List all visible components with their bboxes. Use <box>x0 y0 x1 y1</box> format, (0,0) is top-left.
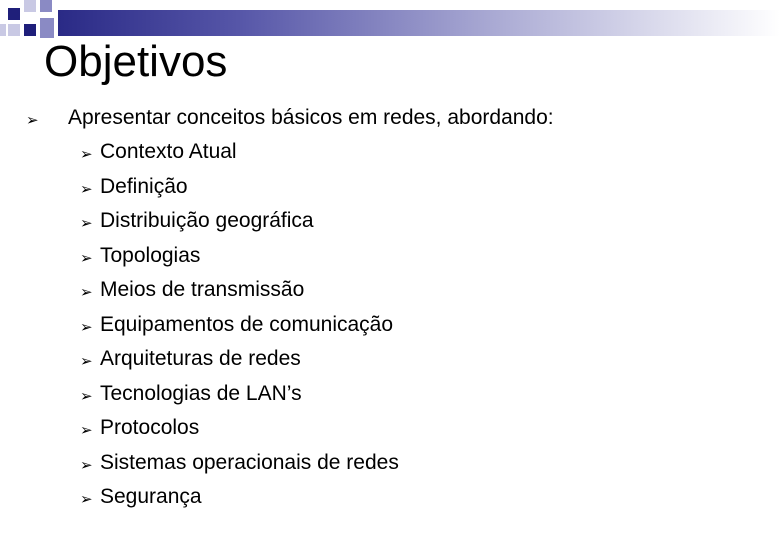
sub-bullet-text: Sistemas operacionais de redes <box>100 450 399 474</box>
decor-square-dark <box>24 24 36 36</box>
sub-bullet-text: Topologias <box>100 243 201 267</box>
arrowhead-bullet-icon: ➢ <box>80 146 93 163</box>
sub-bullet-text: Definição <box>100 174 188 198</box>
decor-square-light <box>0 24 6 36</box>
arrowhead-bullet-icon: ➢ <box>80 456 93 474</box>
sub-bullet-text: Contexto Atual <box>100 140 237 163</box>
sub-bullet-text: Tecnologias de LAN’s <box>100 381 302 405</box>
sub-bullet-text: Distribuição geográfica <box>100 209 314 232</box>
sub-bullet-text: Meios de transmissão <box>100 278 305 301</box>
sub-bullet-text: Equipamentos de comunicação <box>100 312 394 336</box>
sub-bullet-text: Arquiteturas de redes <box>100 347 301 370</box>
main-bullet-text: Apresentar conceitos básicos em redes, abordando: <box>68 106 554 129</box>
decor-square-light <box>24 0 36 12</box>
arrowhead-bullet-icon: ➢ <box>80 284 93 301</box>
decor-square-mid <box>40 18 54 38</box>
sub-bullet-text: Protocolos <box>100 416 200 439</box>
arrowhead-bullet-icon: ➢ <box>80 422 93 439</box>
arrowhead-bullet-icon: ➢ <box>80 215 93 232</box>
slide-title: Objetivos <box>44 37 228 86</box>
decor-square-dark <box>8 8 20 20</box>
arrowhead-bullet-icon: ➢ <box>80 353 93 370</box>
header-gradient-bar <box>58 10 780 36</box>
decor-square-light <box>8 24 20 36</box>
decor-square-mid <box>40 0 52 12</box>
arrowhead-bullet-icon: ➢ <box>80 318 93 336</box>
arrowhead-bullet-icon: ➢ <box>26 112 39 129</box>
arrowhead-bullet-icon: ➢ <box>80 491 93 508</box>
arrowhead-bullet-icon: ➢ <box>80 180 93 198</box>
arrowhead-bullet-icon: ➢ <box>80 249 93 267</box>
sub-bullet-text: Segurança <box>100 485 202 508</box>
arrowhead-bullet-icon: ➢ <box>80 387 93 405</box>
